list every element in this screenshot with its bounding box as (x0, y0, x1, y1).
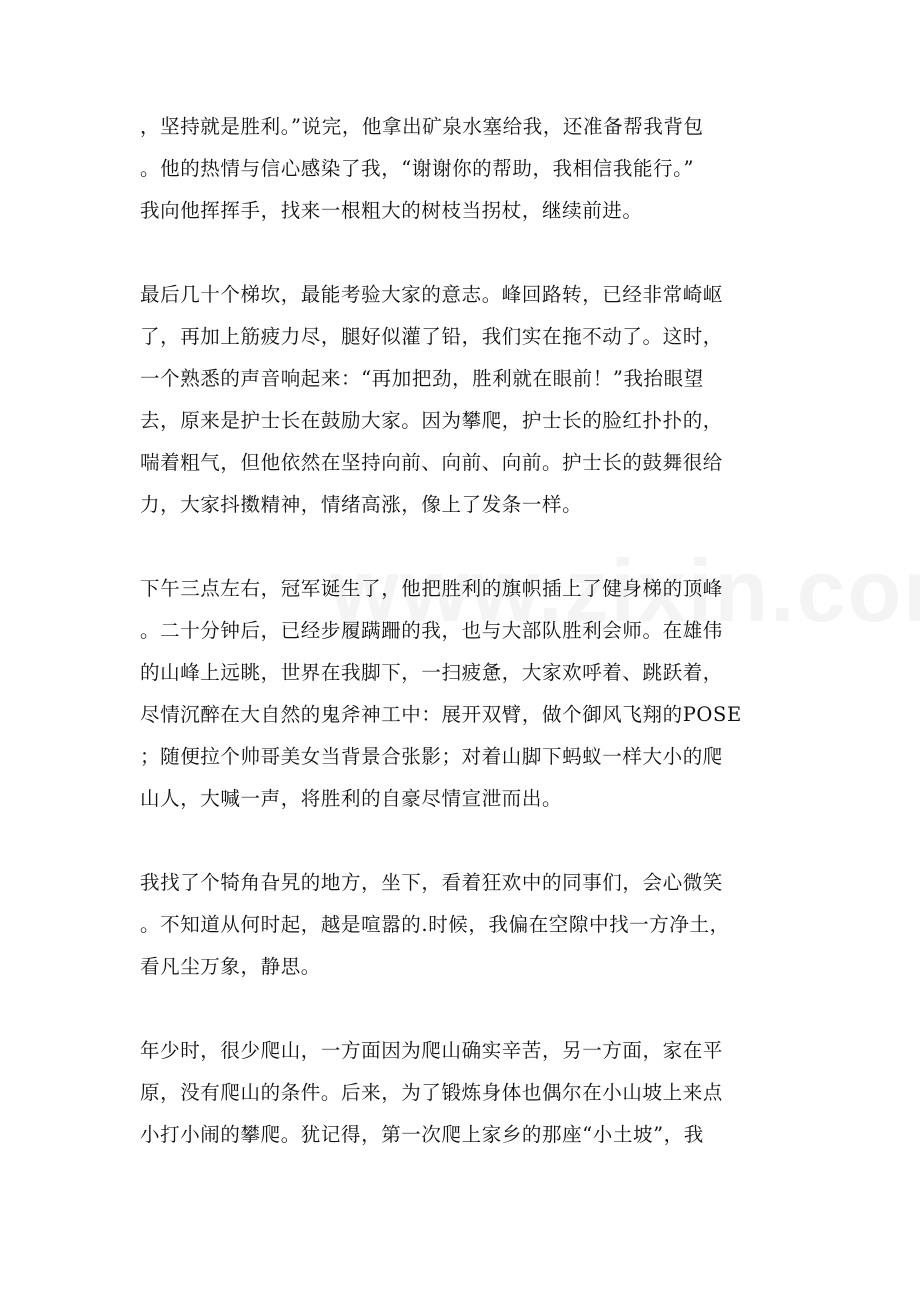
paragraph-3 (140, 568, 780, 820)
text-line: 。二十分钟后，已经步履蹒跚的我，也与大部队胜利会师。在雄伟 (140, 619, 723, 642)
text-line: 山人，大喊一声，将胜利的自豪尽情宣泄而出。 (140, 787, 563, 810)
text-line: 去，原来是护士长在鼓励大家。因为攀爬，护士长的脸红扑扑的， (140, 409, 723, 432)
paragraph-2 (140, 274, 780, 526)
text-line: ，坚持就是胜利。”说完，他拿出矿泉水塞给我，还准备帮我背包 (140, 115, 704, 138)
text-line: 年少时，很少爬山，一方面因为爬山确实辛苦，另一方面，家在平 (140, 1039, 723, 1062)
text-line: 下午三点左右，冠军诞生了，他把胜利的旗帜插上了健身梯的顶峰 (140, 577, 723, 600)
text-line: 我向他挥挥手，找来一根粗大的树枝当拐杖，继续前进。 (140, 199, 643, 222)
text-line: 小打小闹的攀爬。犹记得，第一次爬上家乡的那座“小土坡”，我 (140, 1123, 704, 1146)
text-line: 喘着粗气，但他依然在坚持向前、向前、向前。护士长的鼓舞很给 (140, 451, 723, 474)
text-line: 我找了个犄角旮旯的地方，坐下，看着狂欢中的同事们，会心微笑 (140, 871, 723, 894)
text-line: 。不知道从何时起，越是喧嚣的.时候，我偏在空隙中找一方净土， (140, 913, 730, 936)
text-line: 最后几十个梯坎，最能考验大家的意志。峰回路转，已经非常崎岖 (140, 283, 723, 306)
text-line: 看凡尘万象，静思。 (140, 955, 321, 978)
text-line: 一个熟悉的声音响起来：“再加把劲，胜利就在眼前！”我抬眼望 (140, 367, 704, 390)
text-line: 的山峰上远眺，世界在我脚下，一扫疲惫，大家欢呼着、跳跃着， (140, 661, 723, 684)
paragraph-1 (140, 106, 780, 232)
text-line: 。他的热情与信心感染了我，“谢谢你的帮助，我相信我能行。” (140, 157, 695, 180)
text-line: 力，大家抖擞精神，情绪高涨，像上了发条一样。 (140, 493, 583, 516)
text-line: 尽情沉醉在大自然的鬼斧神工中：展开双臂，做个御风飞翔的POSE (140, 703, 742, 726)
paragraph-4 (140, 862, 780, 988)
text-line: 原，没有爬山的条件。后来，为了锻炼身体也偶尔在小山坡上来点 (140, 1081, 723, 1104)
text-line: 了，再加上筋疲力尽，腿好似灌了铅，我们实在拖不动了。这时， (140, 325, 723, 348)
text-line: ；随便拉个帅哥美女当背景合张影；对着山脚下蚂蚁一样大小的爬 (140, 745, 723, 768)
paragraph-5 (140, 1030, 780, 1156)
